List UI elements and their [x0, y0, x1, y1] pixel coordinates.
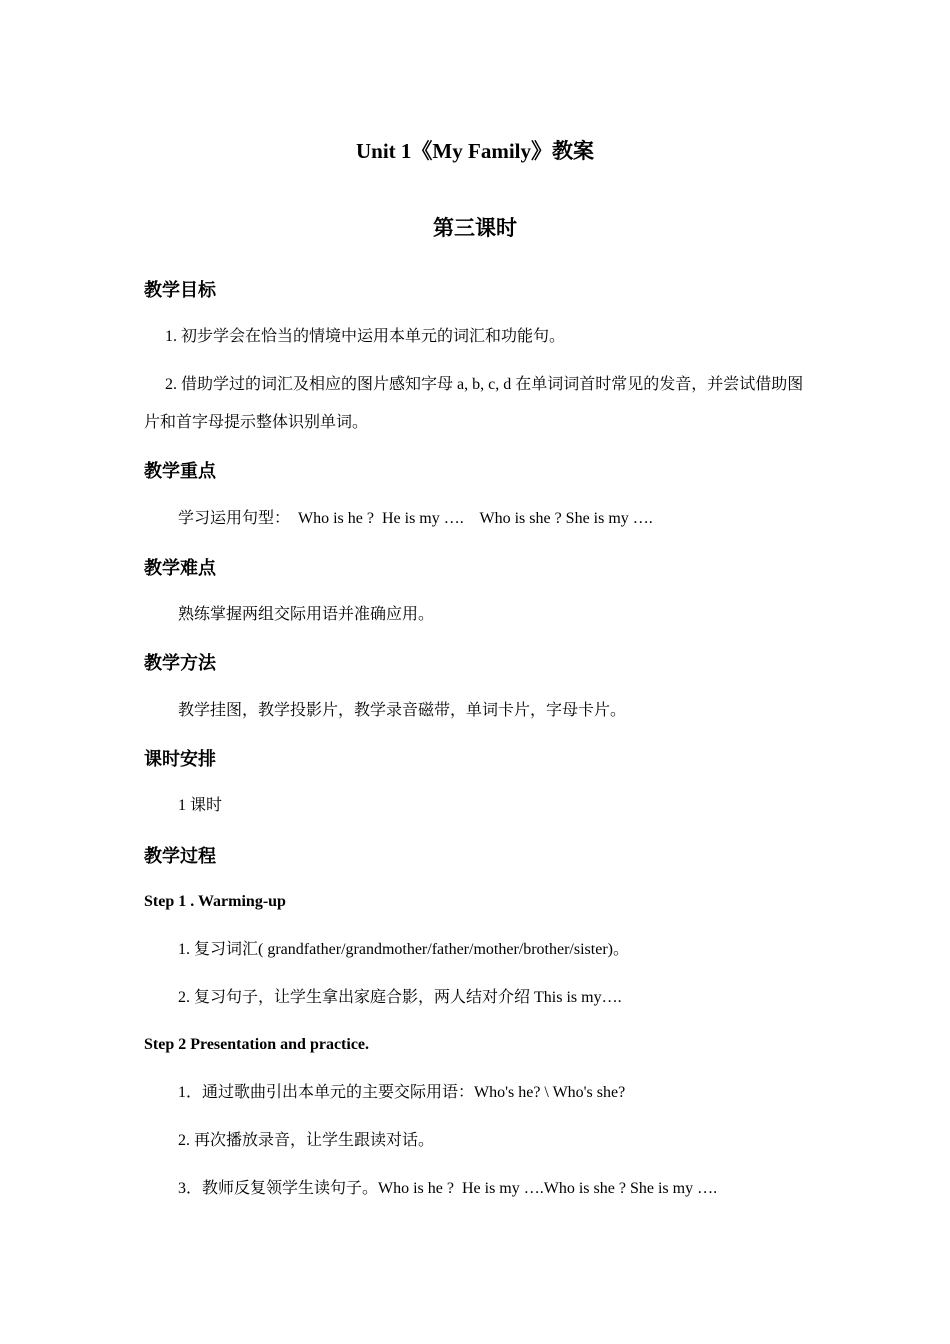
step2-item: 1．通过歌曲引出本单元的主要交际用语：Who's he? \ Who's she? [178, 1084, 626, 1101]
step2-title: Step 2 Presentation and practice. [144, 1036, 370, 1053]
objective-item: 1. 初步学会在恰当的情境中运用本单元的词汇和功能句。 [165, 328, 566, 345]
step2-item: 3．教师反复领学生读句子。Who is he ? He is my ….Who is she ? She is my …. [178, 1180, 718, 1197]
step1-item: 2. 复习句子，让学生拿出家庭合影，两人结对介绍 This is my…. [178, 989, 622, 1006]
key-points-text: 学习运用句型： Who is he ? He is my …. Who is she ? She is my …. [178, 510, 653, 527]
schedule-text: 1 课时 [178, 797, 223, 814]
heading-process: 教学过程 [144, 846, 216, 866]
step2-item: 2. 再次播放录音，让学生跟读对话。 [178, 1132, 435, 1149]
document-subtitle: 第三课时 [433, 216, 517, 240]
step1-item: 1. 复习词汇( grandfather/grandmother/father/mother/brother/sister)。 [178, 941, 629, 958]
heading-objectives: 教学目标 [144, 280, 216, 300]
step1-title: Step 1 . Warming-up [144, 893, 286, 910]
methods-text: 教学挂图，教学投影片，教学录音磁带，单词卡片，字母卡片。 [178, 702, 627, 719]
heading-difficulties: 教学难点 [144, 558, 216, 578]
heading-methods: 教学方法 [144, 653, 216, 673]
objective-item: 2. 借助学过的词汇及相应的图片感知字母 a, b, c, d 在单词词首时常见的发音，并尝试借助图片和首字母提示整体识别单词。 [144, 376, 804, 431]
heading-schedule: 课时安排 [144, 749, 216, 769]
document-title: Unit 1《My Family》教案 [356, 139, 594, 163]
heading-key-points: 教学重点 [144, 461, 216, 481]
difficulties-text: 熟练掌握两组交际用语并准确应用。 [178, 606, 435, 623]
